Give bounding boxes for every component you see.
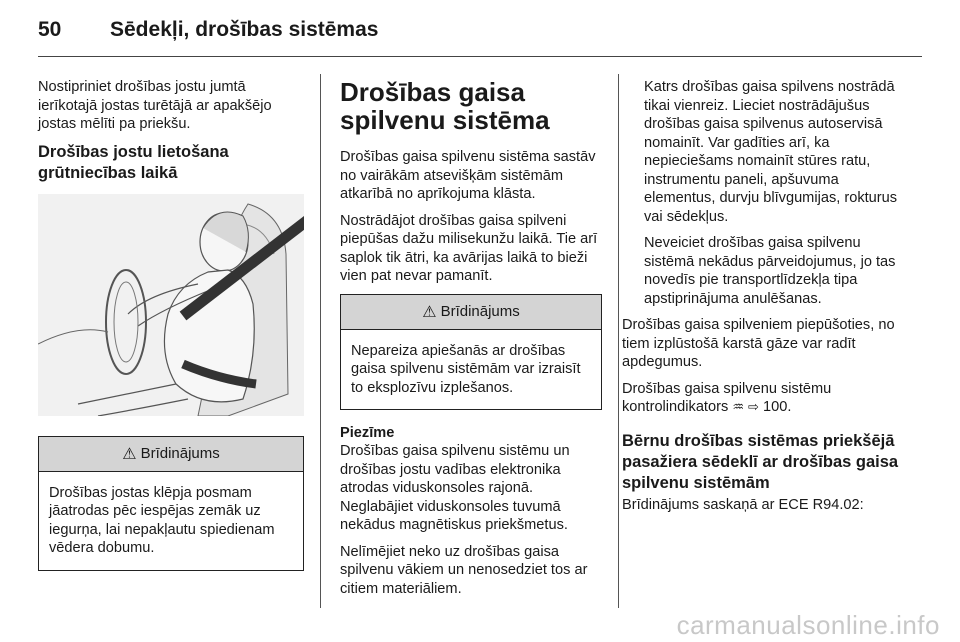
page-reference: 100. — [763, 399, 792, 415]
burn-warning-paragraph: Drošības gaisa spilveniem piepūšoties, no tiem izplūstošā karstā gāze var radīt apdegumus. — [622, 317, 895, 370]
pregnancy-heading: Drošības jostu lietošana grūtniecības laikā — [38, 142, 229, 182]
warning-triangle-icon: ⚠ — [422, 303, 437, 321]
warning-title: Brīdinājums — [140, 445, 220, 462]
intro-paragraph: Nostipriniet drošības jostu jumtā ierīkotajā jostas turētājā ar apakšējo jostas mēlīti pa priekšu. — [38, 79, 272, 132]
airbag-paragraph-2: Nostrādājot drošības gaisa spilveni piepūšas dažu milisekunžu laikā. Tie arī saplok tik ātri, ka avārijas laikā to bieži vien pat nevar pamanīt. — [340, 212, 598, 284]
airbag-indicator-icon: ♒ — [732, 399, 744, 414]
child-restraint-heading: Bērnu drošības sistēmas priekšējā pasažiera sēdeklī ar drošības gaisa spilvenu sistēmām — [622, 431, 899, 492]
warning-body: Nepareiza apiešanās ar drošības gaisa spilvenu sistēmām var izraisīt to eksplozīvu izplešanos. — [351, 342, 581, 396]
warning-title: Brīdinājums — [440, 303, 520, 320]
column-middle — [340, 78, 602, 606]
column-divider-1 — [320, 74, 321, 608]
warning-box-airbag — [340, 294, 602, 411]
header-divider — [38, 56, 922, 57]
indicator-paragraph — [622, 380, 904, 417]
note-paragraph-1: Drošības gaisa spilvenu sistēmu un drošības jostu vadības elektronika atrodas viduskonsoles rajonā. Neglabājiet viduskonsoles tuvumā nekādus magnētiskus priekšmetus. — [340, 443, 570, 533]
page-reference-arrow-icon: ⇨ — [748, 399, 759, 414]
page-title: Sēdekļi, drošības sistēmas — [110, 18, 379, 41]
warning-header — [39, 437, 303, 472]
note-label: Piezīme — [340, 425, 395, 441]
warning-body: Drošības jostas klēpja posmam jāatrodas pēc iespējas zemāk uz iegurņa, lai nepakļautu spiedienam vēdera dobumu. — [49, 484, 275, 556]
note-paragraph-2: Nelīmējiet neko uz drošības gaisa spilvenu vākiem un nenosedziet tos ar citiem materiāliem. — [340, 543, 588, 597]
page-number: 50 — [38, 18, 62, 41]
column-right — [622, 78, 904, 522]
column-divider-2 — [618, 74, 619, 608]
page-header — [38, 18, 922, 58]
warning-triangle-icon: ⚠ — [122, 445, 137, 463]
airbag-section-heading: Drošības gaisa spilvenu sistēma — [340, 77, 550, 135]
watermark: carmanualsonline.info — [676, 610, 940, 640]
ece-warning-line: Brīdinājums saskaņā ar ECE R94.02: — [622, 496, 864, 513]
airbag-paragraph-1: Drošības gaisa spilvenu sistēma sastāv no vairākām atsevišķām sistēmām atkarībā no aprīkojuma klāsta. — [340, 149, 596, 202]
indented-paragraph-1: Katrs drošības gaisa spilvens nostrādā tikai vienreiz. Lieciet nostrādājušus drošības gaisa spilvenus autoservisā nomainīt. Var gadīties arī, ka nepieciešams nomainīt stūres ratu, instrumentu paneli, apšuvuma elementus, durvju blīvgumijas, rokturus vai sēdekļus. — [644, 79, 898, 225]
column-left — [38, 78, 304, 585]
indicator-text: Drošības gaisa spilvenu sistēmu kontrolindikators — [622, 380, 832, 415]
pregnant-woman-seatbelt-illustration — [38, 194, 304, 416]
warning-header — [341, 295, 601, 330]
indented-paragraph-2: Neveiciet drošības gaisa spilvenu sistēmā nekādus pārveidojumus, jo tas novedīs pie transportlīdzekļa tipa apstiprinājuma anulēšanas. — [644, 235, 896, 307]
warning-box-pregnancy — [38, 436, 304, 571]
illustration-svg — [38, 194, 304, 416]
